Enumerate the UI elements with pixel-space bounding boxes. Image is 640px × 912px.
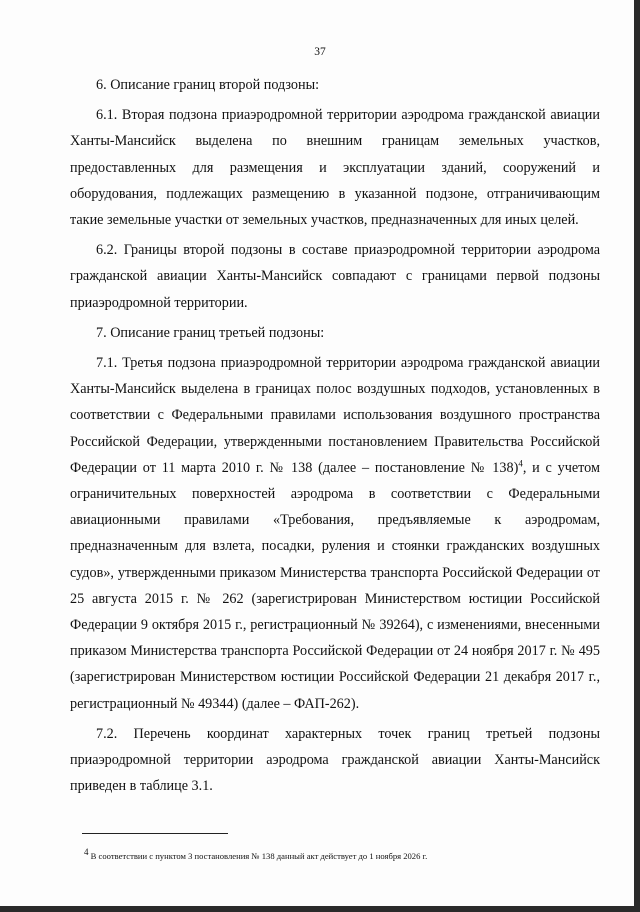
paragraph-7-1-part1: 7.1. Третья подзона приаэродромной территории аэродрома гражданской авиации Ханты-Мансийск выделена в границах полос воздушных подходов, установленных в соответствии с Федеральными правилами использования воздушного пространства Российской Федерации, утвержденными постановлением Правительства Российской Федерации от 11 марта 2010 г. № 138 (далее – постановление № 138) (70, 355, 600, 476)
footnote-reference: 4 (518, 458, 523, 469)
paragraph-7-1-part2: , и с учетом ограничительных поверхностей аэродрома в соответствии с Федеральными авиационными правилами «Требования, предъявляемые к аэродромам, предназначенным для взлета, посадки, руления и стоянки гражданских воздушных судов», утвержденными приказом Министерства транспорта Российской Федерации от 25 августа 2015 г. № 262 (зарегистрирован Министерством юстиции Российской Федерации 9 октября 2015 г., регистрационный № 39264), с изменениями, внесенными приказом Министерства транспорта Российской Федерации от 24 ноября 2017 г. № 495 (зарегистрирован Министерством юстиции Российской Федерации 21 декабря 2017 г., регистрационный № 49344) (далее – ФАП-262). (70, 459, 600, 712)
document-body (70, 72, 600, 799)
footnote-marker: 4 (84, 847, 89, 858)
footnote-text: В соответствии с пунктом 3 постановления № 138 данный акт действует до 1 ноября 2026 г. (88, 851, 428, 861)
section-6-heading: 6. Описание границ второй подзоны: (96, 77, 320, 93)
paragraph-6-1: 6.1. Вторая подзона приаэродромной территории аэродрома гражданской авиации Ханты-Мансийск выделена по внешним границам земельных участков, предоставленных для размещения и эксплуатации зданий, сооружений и оборудования, подлежащих размещению в указанной подзоне, отграничивающим такие земельные участки от земельных участков, предназначенных для иных целей. (70, 107, 600, 229)
paragraph-7-1 (70, 350, 600, 717)
paragraph-6-2: 6.2. Границы второй подзоны в составе приаэродромной территории аэродрома гражданской авиации Ханты-Мансийск совпадают с границами первой подзоны приаэродромной территории. (70, 242, 600, 311)
section-7-heading: 7. Описание границ третьей подзоны: (96, 324, 325, 341)
footnote-separator (82, 833, 228, 834)
footnote (84, 847, 604, 862)
paragraph-7-2: 7.2. Перечень координат характерных точек границ третьей подзоны приаэродромной территории аэродрома гражданской авиации Ханты-Мансийск приведен в таблице 3.1. (70, 725, 600, 795)
page-number: 37 (314, 46, 326, 58)
